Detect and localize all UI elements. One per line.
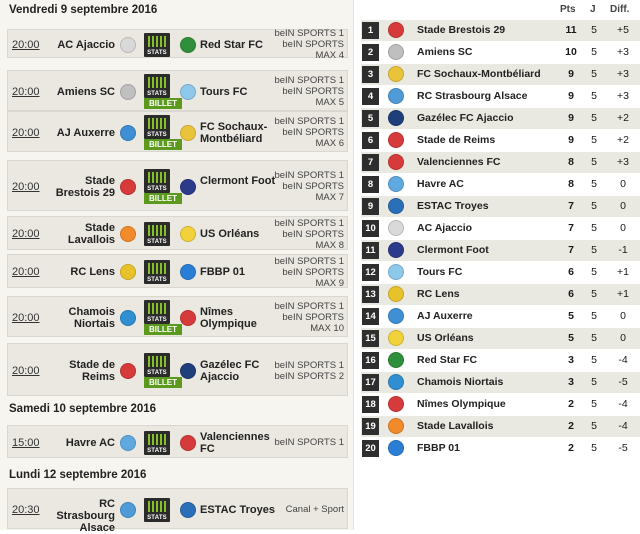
tv-channels (264, 256, 344, 289)
rank-badge: 3 (362, 66, 379, 83)
stats-bars-icon (148, 356, 166, 367)
team-name[interactable]: Tours FC (417, 266, 463, 278)
billet-button[interactable]: BILLET (144, 324, 182, 335)
tv-channel: beIN SPORTS 1 (274, 116, 344, 127)
goal-difference: +3 (617, 68, 629, 80)
away-team-name[interactable]: Tours FC (200, 85, 248, 98)
team-name[interactable]: Clermont Foot (417, 244, 489, 256)
team-name[interactable]: FC Sochaux-Montbéliard (417, 68, 541, 80)
team-name[interactable]: FBBP 01 (417, 442, 460, 454)
standings-row[interactable] (361, 218, 640, 239)
games-played: 5 (591, 156, 597, 168)
team-logo-icon (388, 176, 404, 192)
points: 6 (568, 288, 574, 300)
tv-channel: beIN SPORTS 1 (274, 255, 344, 267)
games-played: 5 (591, 266, 597, 278)
games-played: 5 (591, 112, 597, 124)
stats-label: STATS (147, 132, 167, 138)
team-logo-icon (388, 110, 404, 126)
away-team-logo-icon (180, 363, 196, 379)
tv-channel: beIN SPORTS 1 (274, 28, 344, 39)
team-logo-icon (388, 66, 404, 82)
goal-difference: -5 (618, 442, 628, 454)
standings-row[interactable] (361, 416, 640, 437)
points: 7 (568, 200, 574, 212)
points: 8 (568, 156, 574, 168)
games-played: 5 (591, 68, 597, 80)
away-team-logo-icon (180, 310, 196, 326)
tv-channels (264, 360, 344, 382)
games-played: 5 (591, 46, 597, 58)
points: 2 (568, 442, 574, 454)
match-row[interactable] (7, 343, 348, 396)
rank-badge: 8 (362, 176, 379, 193)
tv-channel: MAX 7 (315, 192, 344, 203)
team-name[interactable]: ESTAC Troyes (417, 200, 489, 212)
stats-button[interactable] (144, 33, 170, 57)
tv-channel: MAX 8 (315, 239, 344, 251)
standings-row[interactable] (361, 306, 640, 327)
games-played: 5 (591, 288, 597, 300)
tv-channel: beIN SPORTS 1 (274, 75, 344, 86)
stats-label: STATS (147, 49, 167, 56)
goal-difference: -1 (618, 244, 628, 256)
points: 9 (568, 134, 574, 146)
tv-channel: beIN SPORTS 1 (274, 170, 344, 181)
standings-row[interactable] (361, 130, 640, 151)
points: 3 (568, 376, 574, 388)
home-team-name[interactable]: AJ Auxerre (56, 126, 115, 139)
team-name[interactable]: Stade de Reims (417, 134, 496, 146)
team-logo-icon (388, 286, 404, 302)
match-row[interactable] (7, 216, 348, 250)
tv-channel: beIN SPORTS (282, 86, 344, 97)
rank-badge: 4 (362, 88, 379, 105)
match-row[interactable] (7, 254, 348, 288)
stats-label: STATS (147, 186, 167, 192)
standings-row[interactable] (361, 152, 640, 173)
tv-channel: Canal + Sport (285, 504, 344, 515)
home-team-name[interactable]: Stade de Reims (69, 358, 115, 383)
points: 8 (568, 178, 574, 190)
away-team-logo-icon (180, 502, 196, 518)
team-name[interactable]: AC Ajaccio (417, 222, 473, 234)
stats-button[interactable] (144, 300, 170, 324)
stats-label: STATS (147, 277, 167, 283)
team-name[interactable]: Amiens SC (417, 46, 473, 58)
away-team-logo-icon (180, 264, 196, 280)
rank-badge: 14 (362, 308, 379, 325)
points: 5 (568, 310, 574, 322)
points: 7 (568, 244, 574, 256)
away-team-logo-icon (180, 84, 196, 100)
team-name[interactable]: AJ Auxerre (417, 310, 473, 322)
standings-row[interactable] (361, 240, 640, 261)
away-team-name[interactable]: ESTAC Troyes (200, 503, 275, 516)
games-played: 5 (591, 354, 597, 366)
goal-difference: +1 (617, 266, 629, 278)
points: 9 (568, 112, 574, 124)
points: 9 (568, 90, 574, 102)
team-logo-icon (388, 132, 404, 148)
stats-bars-icon (148, 263, 166, 274)
games-played: 5 (591, 200, 597, 212)
standings-header-j: J (590, 4, 596, 15)
team-logo-icon (388, 330, 404, 346)
goal-difference: -4 (618, 398, 628, 410)
standings-row[interactable] (361, 372, 640, 393)
games-played: 5 (591, 134, 597, 146)
tv-channel: beIN SPORTS (282, 127, 344, 138)
away-team-logo-icon (180, 37, 196, 53)
day-header: Samedi 10 septembre 2016 (9, 403, 157, 415)
stats-label: STATS (147, 447, 167, 454)
match-time-link[interactable]: 20:00 (12, 180, 40, 193)
goal-difference: 0 (620, 178, 626, 190)
team-logo-icon (388, 264, 404, 280)
away-team-logo-icon (180, 226, 196, 242)
home-team-logo-icon (120, 435, 136, 451)
away-team-name[interactable]: Valenciennes FC (200, 430, 270, 455)
games-played: 5 (591, 376, 597, 388)
day-header: Vendredi 9 septembre 2016 (9, 4, 158, 16)
home-team-name[interactable]: RC Lens (70, 266, 115, 278)
goal-difference: +3 (617, 46, 629, 58)
home-team-logo-icon (120, 363, 136, 379)
points: 2 (568, 398, 574, 410)
tv-channel: beIN SPORTS 1 (274, 437, 344, 448)
rank-badge: 5 (362, 110, 379, 127)
billet-button[interactable]: BILLET (144, 377, 182, 388)
tv-channel: beIN SPORTS 1 (274, 217, 344, 229)
tv-channel: beIN SPORTS (282, 266, 344, 278)
standings-row[interactable] (361, 394, 640, 415)
standings-row[interactable] (361, 350, 640, 371)
match-time-link[interactable]: 20:00 (12, 85, 40, 98)
tv-channel: beIN SPORTS 1 (274, 359, 344, 371)
team-name[interactable]: Chamois Niortais (417, 376, 504, 388)
home-team-name[interactable]: AC Ajaccio (57, 38, 115, 51)
standings-row[interactable] (361, 108, 640, 129)
rank-badge: 20 (362, 440, 379, 457)
rank-badge: 2 (362, 44, 379, 61)
games-played: 5 (591, 24, 597, 36)
rank-badge: 12 (362, 264, 379, 281)
match-time-link[interactable]: 20:00 (12, 311, 40, 324)
games-played: 5 (591, 244, 597, 256)
standings-row[interactable] (361, 328, 640, 349)
stats-label: STATS (147, 317, 167, 323)
team-name[interactable]: Gazélec FC Ajaccio (417, 112, 514, 124)
games-played: 5 (591, 90, 597, 102)
match-row[interactable] (7, 488, 348, 534)
games-played: 5 (591, 332, 597, 344)
team-name[interactable]: RC Lens (417, 288, 460, 300)
standings-row[interactable] (361, 64, 640, 85)
tv-channel: MAX 9 (315, 277, 344, 289)
points: 5 (568, 332, 574, 344)
home-team-name[interactable]: RC Strasbourg Alsace (56, 497, 115, 534)
match-row[interactable] (7, 160, 348, 211)
stats-bars-icon (148, 501, 166, 512)
away-team-name[interactable]: Nîmes Olympique (200, 305, 257, 330)
games-played: 5 (591, 442, 597, 454)
points: 3 (568, 354, 574, 366)
goal-difference: +5 (617, 24, 629, 36)
day-header: Lundi 12 septembre 2016 (9, 469, 147, 481)
stats-bars-icon (148, 36, 166, 47)
tv-channels (264, 437, 344, 448)
team-name[interactable]: Stade Lavallois (417, 420, 494, 432)
tv-channel: MAX 10 (310, 323, 344, 334)
away-team-logo-icon (180, 179, 196, 195)
match-time-link[interactable]: 15:00 (12, 436, 40, 449)
team-logo-icon (388, 374, 404, 390)
match-time-link[interactable]: 20:30 (12, 503, 40, 516)
standings-row[interactable] (361, 284, 640, 305)
billet-button[interactable]: BILLET (144, 139, 182, 150)
stats-bars-icon (148, 172, 166, 183)
home-team-logo-icon (120, 179, 136, 195)
points: 9 (568, 68, 574, 80)
tv-channel: beIN SPORTS 2 (274, 370, 344, 382)
team-logo-icon (388, 308, 404, 324)
stats-button[interactable] (144, 115, 170, 139)
stats-button[interactable] (144, 353, 170, 377)
home-team-logo-icon (120, 84, 136, 100)
stats-button[interactable] (144, 222, 170, 246)
home-team-name[interactable]: Stade Brestois 29 (55, 174, 115, 199)
match-time-link[interactable]: 20:00 (12, 228, 40, 240)
stats-button[interactable] (144, 260, 170, 284)
rank-badge: 1 (362, 22, 379, 39)
rank-badge: 13 (362, 286, 379, 303)
home-team-name[interactable]: Stade Lavallois (67, 222, 115, 246)
tv-channels (264, 28, 344, 61)
rank-badge: 10 (362, 220, 379, 237)
tv-channels (264, 116, 344, 149)
team-logo-icon (388, 242, 404, 258)
points: 2 (568, 420, 574, 432)
goal-difference: 0 (620, 332, 626, 344)
rank-badge: 19 (362, 418, 379, 435)
games-played: 5 (591, 178, 597, 190)
rank-badge: 6 (362, 132, 379, 149)
team-name[interactable]: Red Star FC (417, 354, 478, 366)
away-team-name[interactable]: Gazélec FC Ajaccio (200, 358, 260, 383)
tv-channels (264, 218, 344, 251)
match-row[interactable] (7, 425, 348, 458)
rank-badge: 9 (362, 198, 379, 215)
team-logo-icon (388, 198, 404, 214)
goal-difference: +2 (617, 134, 629, 146)
match-row[interactable] (7, 111, 348, 152)
rank-badge: 16 (362, 352, 379, 369)
stats-label: STATS (147, 514, 167, 521)
match-row[interactable] (7, 28, 348, 61)
match-time-link[interactable]: 20:00 (12, 266, 40, 278)
stats-button[interactable] (144, 169, 170, 193)
home-team-logo-icon (120, 264, 136, 280)
home-team-name[interactable]: Amiens SC (56, 85, 115, 98)
tv-channel: MAX 4 (315, 50, 344, 61)
panel-divider (353, 0, 354, 530)
match-time-link[interactable]: 20:00 (12, 364, 40, 377)
tv-channel: MAX 5 (315, 97, 344, 108)
team-name[interactable]: US Orléans (417, 332, 474, 344)
stats-button[interactable] (144, 431, 170, 455)
standings-header-pts: Pts (560, 4, 576, 15)
goal-difference: -5 (618, 376, 628, 388)
team-logo-icon (388, 154, 404, 170)
away-team-logo-icon (180, 435, 196, 451)
team-logo-icon (388, 220, 404, 236)
rank-badge: 11 (362, 242, 379, 259)
home-team-name[interactable]: Havre AC (65, 436, 115, 449)
billet-button[interactable]: BILLET (144, 98, 182, 109)
stats-bars-icon (148, 77, 166, 88)
team-logo-icon (388, 352, 404, 368)
goal-difference: +3 (617, 90, 629, 102)
away-team-logo-icon (180, 125, 196, 141)
games-played: 5 (591, 310, 597, 322)
team-logo-icon (388, 44, 404, 60)
team-logo-icon (388, 88, 404, 104)
goal-difference: +3 (617, 156, 629, 168)
stats-bars-icon (148, 118, 166, 129)
stats-bars-icon (148, 225, 166, 236)
away-team-name[interactable]: US Orléans (200, 228, 260, 240)
team-name[interactable]: Valenciennes FC (417, 156, 501, 168)
standings-row[interactable] (361, 196, 640, 217)
home-team-logo-icon (120, 226, 136, 242)
tv-channel: beIN SPORTS 1 (274, 301, 344, 312)
billet-button[interactable]: BILLET (144, 193, 182, 204)
goal-difference: 0 (620, 310, 626, 322)
goal-difference: -4 (618, 354, 628, 366)
goal-difference: +2 (617, 112, 629, 124)
away-team-name[interactable]: Clermont Foot (200, 174, 276, 187)
tv-channels (264, 504, 344, 515)
away-team-name[interactable]: Red Star FC (200, 38, 263, 51)
match-time-link[interactable]: 20:00 (12, 126, 40, 139)
match-row[interactable] (7, 296, 348, 337)
standings-row[interactable] (361, 42, 640, 63)
tv-channel: MAX 6 (315, 138, 344, 149)
tv-channels (264, 75, 344, 108)
team-logo-icon (388, 418, 404, 434)
match-row[interactable] (7, 70, 348, 111)
standings-row[interactable] (361, 174, 640, 195)
tv-channel: beIN SPORTS (282, 181, 344, 192)
standings-row[interactable] (361, 86, 640, 107)
team-name[interactable]: Nîmes Olympique (417, 398, 506, 410)
games-played: 5 (591, 420, 597, 432)
team-name[interactable]: Stade Brestois 29 (417, 24, 506, 36)
tv-channel: beIN SPORTS (282, 39, 344, 50)
tv-channels (264, 170, 344, 203)
stats-button[interactable] (144, 74, 170, 98)
goal-difference: 0 (620, 200, 626, 212)
games-played: 5 (591, 222, 597, 234)
points: 10 (565, 46, 577, 58)
stats-label: STATS (147, 239, 167, 245)
standings-row[interactable] (361, 262, 640, 283)
tv-channel: beIN SPORTS (282, 312, 344, 323)
team-name[interactable]: RC Strasbourg Alsace (417, 90, 528, 102)
team-logo-icon (388, 396, 404, 412)
team-logo-icon (388, 440, 404, 456)
team-name[interactable]: Havre AC (417, 178, 464, 190)
points: 6 (568, 266, 574, 278)
match-time-link[interactable]: 20:00 (12, 38, 40, 51)
home-team-logo-icon (120, 502, 136, 518)
stats-label: STATS (147, 91, 167, 97)
home-team-logo-icon (120, 37, 136, 53)
home-team-logo-icon (120, 310, 136, 326)
tv-channels (264, 301, 344, 334)
goal-difference: +1 (617, 288, 629, 300)
standings-row[interactable] (361, 20, 640, 41)
standings-header-diff: Diff. (610, 4, 630, 15)
stats-bars-icon (148, 434, 166, 445)
stats-label: STATS (147, 370, 167, 376)
away-team-name[interactable]: FBBP 01 (200, 266, 246, 278)
stats-bars-icon (148, 303, 166, 314)
standings-row[interactable] (361, 438, 640, 459)
team-logo-icon (388, 22, 404, 38)
rank-badge: 17 (362, 374, 379, 391)
away-team-name[interactable]: FC Sochaux-Montbéliard (200, 120, 268, 145)
rank-badge: 15 (362, 330, 379, 347)
rank-badge: 18 (362, 396, 379, 413)
points: 11 (565, 24, 577, 36)
goal-difference: -4 (618, 420, 628, 432)
points: 7 (568, 222, 574, 234)
rank-badge: 7 (362, 154, 379, 171)
games-played: 5 (591, 398, 597, 410)
home-team-name[interactable]: Chamois Niortais (68, 305, 115, 330)
stats-button[interactable] (144, 498, 170, 522)
tv-channel: beIN SPORTS (282, 228, 344, 240)
goal-difference: 0 (620, 222, 626, 234)
home-team-logo-icon (120, 125, 136, 141)
